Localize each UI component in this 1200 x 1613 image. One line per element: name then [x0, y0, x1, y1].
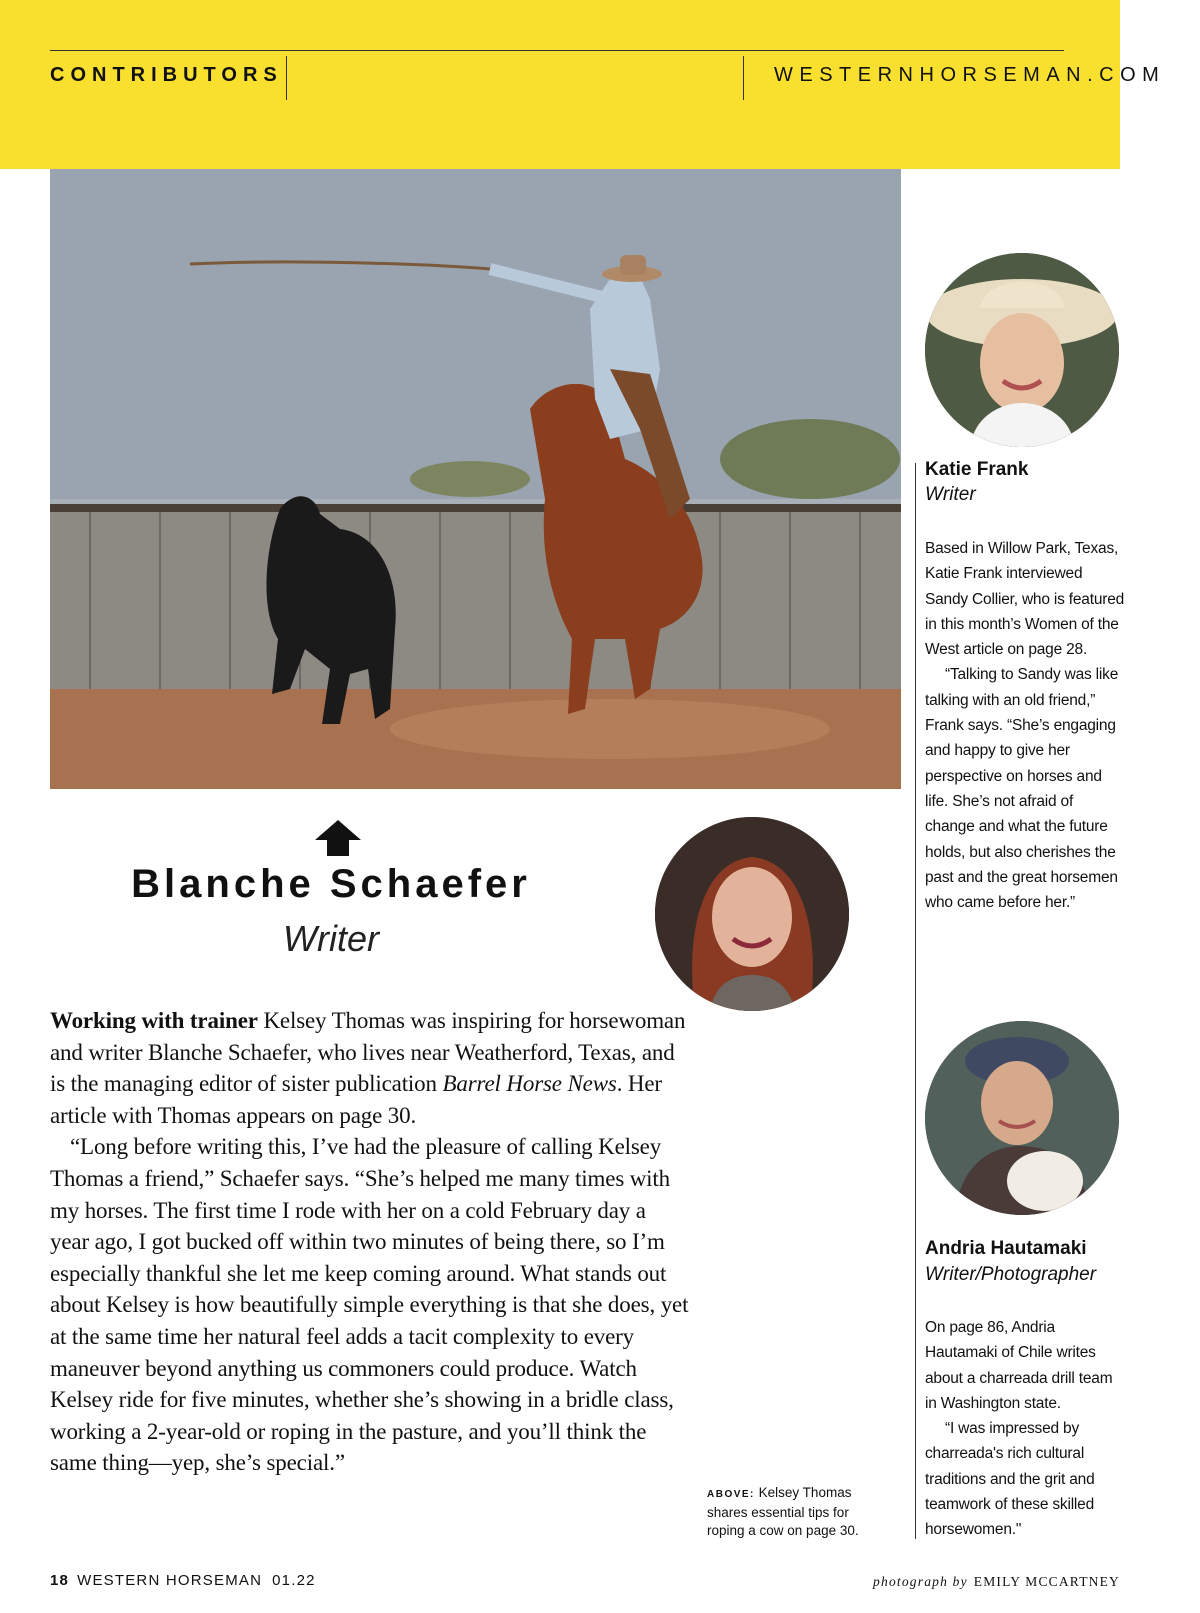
- caption-text: Kelsey Thomas shares essential tips for roping a cow on page 30.: [707, 1485, 859, 1538]
- blanche-schaefer-role: Writer: [283, 918, 379, 959]
- photo-credit: [873, 1574, 1120, 1590]
- publication-title: Barrel Horse News: [442, 1071, 617, 1097]
- andria-hautamaki-name: Andria Hautamaki: [925, 1238, 1087, 1259]
- header-divider: [743, 56, 744, 100]
- blanche-schaefer-name: Blanche Schaefer: [131, 862, 531, 906]
- hero-photo: [50, 169, 901, 789]
- andria-hautamaki-role: Writer/Photographer: [925, 1264, 1097, 1285]
- portrait-image: [925, 1021, 1119, 1215]
- photographer-name: EMILY MCCARTNEY: [973, 1574, 1120, 1589]
- katie-frank-name: Katie Frank: [925, 459, 1029, 480]
- blanche-schaefer-bio: [50, 1005, 690, 1479]
- photo-caption: [707, 1484, 887, 1540]
- andria-hautamaki-bio-p1: On page 86, Andria Hautamaki of Chile writes about a charreada drill team in Washington state.: [925, 1319, 1113, 1412]
- header-divider: [286, 56, 287, 100]
- section-label: CONTRIBUTORS: [50, 64, 283, 86]
- sidebar-rule: [915, 463, 916, 1539]
- bio-text: Kelsey Thomas was inspiring for horsewoman and writer Blanche Schaefer, who lives near Weatherford, Texas, and is the managing editor of sister publication: [50, 1008, 686, 1097]
- blanche-bio-p2: “Long before writing this, I’ve had the pleasure of calling Kelsey Thomas a friend,” Schaefer says. “She’s helped me many times with my horses. The first time I rode with her on a cold February day a year ago, I got bucked off within two minutes of being there, so I’m especially thankful she let me keep coming around. What stands out about Kelsey is how beautifully simple everything is that she does, yet at the same time her natural feel adds a tacit complexity to every maneuver beyond anything us commoners could produce. Watch Kelsey ride for five minutes, whether she’s showing in a bridle class, working a 2-year-old or roping in the pasture, and you’ll think the same thing—yep, she’s special.”: [50, 1134, 689, 1476]
- andria-hautamaki-bio-p2: “I was impressed by charreada's rich cultural traditions and the grit and teamwork of these skilled horsewomen.": [925, 1420, 1095, 1539]
- issue-date: 01.22: [272, 1572, 316, 1589]
- katie-frank-bio: [925, 536, 1125, 915]
- andria-hautamaki-portrait: [925, 1021, 1119, 1215]
- katie-frank-bio-p2: “Talking to Sandy was like talking with an old friend,” Frank says. “She’s engaging and happy to give her perspective on horses and life. She’s not afraid of change and what the future holds, but also cherishes the past and the great horsemen who came before her.”: [925, 666, 1119, 912]
- katie-frank-portrait: [925, 253, 1119, 447]
- page-number: 18: [50, 1572, 70, 1589]
- andria-hautamaki-bio: [925, 1315, 1125, 1543]
- portrait-image: [925, 253, 1119, 447]
- portrait-image: [655, 817, 849, 1011]
- katie-frank-role: Writer: [925, 484, 976, 505]
- magazine-name: WESTERN HORSEMAN: [77, 1572, 263, 1589]
- roping-scene-image: [50, 169, 901, 789]
- site-url[interactable]: WESTERNHORSEMAN.COM: [774, 64, 1166, 86]
- katie-frank-bio-p1: Based in Willow Park, Texas, Katie Frank interviewed Sandy Collier, who is featured in this month’s Women of the West article on page 28.: [925, 540, 1125, 659]
- blanche-schaefer-portrait: [655, 817, 849, 1011]
- credit-prefix: photograph by: [873, 1574, 968, 1589]
- lead-in: Working with trainer: [50, 1008, 258, 1033]
- blanche-bio-p1: [50, 1005, 690, 1131]
- caption-label: ABOVE:: [707, 1489, 755, 1500]
- bio-text: . Her article with Thomas appears on page 30.: [50, 1071, 662, 1128]
- folio: [50, 1572, 316, 1589]
- up-arrow-icon: [315, 820, 361, 856]
- header-rule: [50, 50, 1064, 51]
